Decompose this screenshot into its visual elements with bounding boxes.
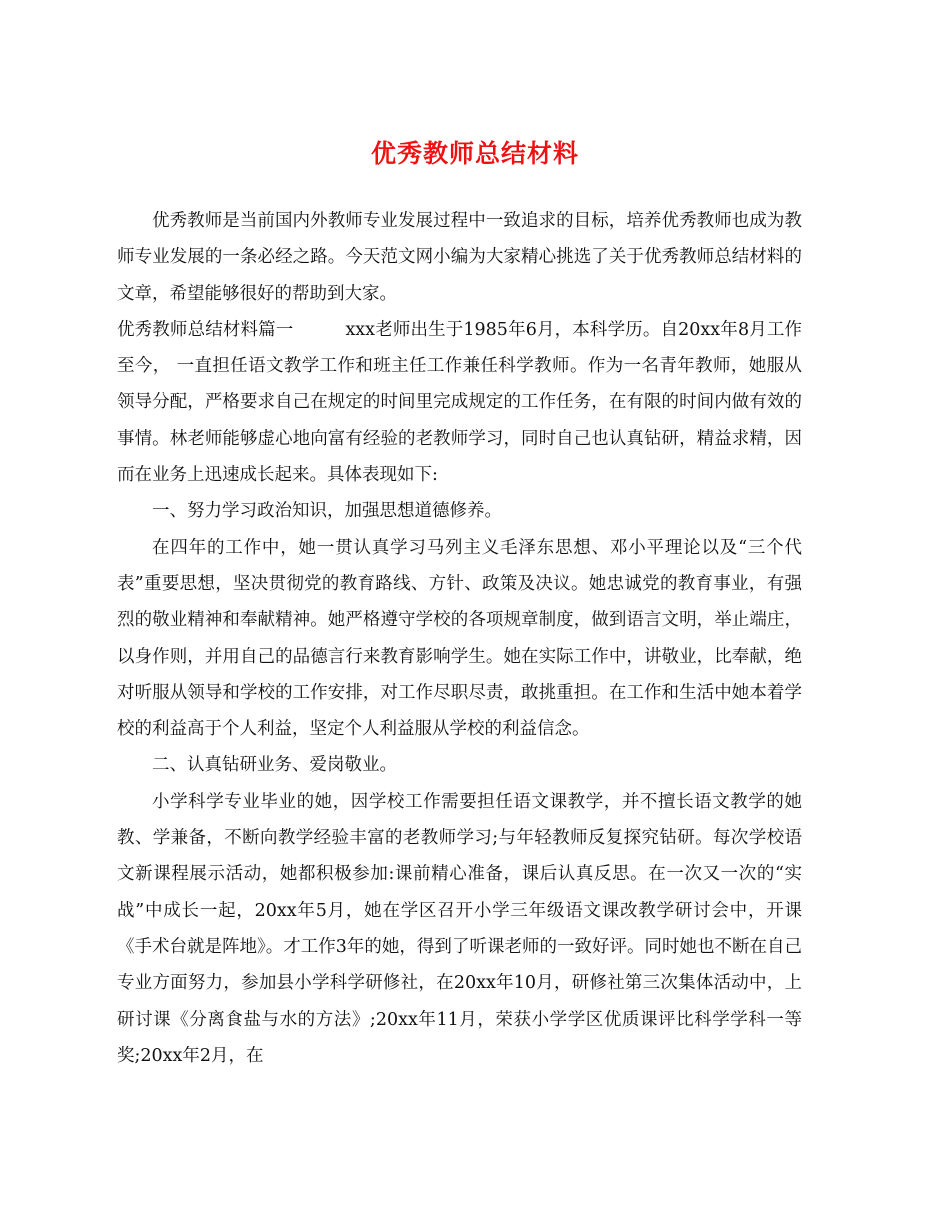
- intro-paragraph: 优秀教师是当前国内外教师专业发展过程中一致追求的目标，培养优秀教师也成为教师专业发展的一条必经之路。今天范文网小编为大家精心挑选了关于优秀教师总结材料的文章，希望能够很好的帮助到大家。: [117, 211, 802, 304]
- chapter-text: xxx老师出生于1985年6月，本科学历。自20xx年8月工作至今， 一直担任语文教学工作和班主任工作兼任科学教师。作为一名青年教师，她服从领导分配，严格要求自己在规定的时间里完成规定的工作任务，在有限的时间内做有效的事情。林老师能够虚心地向富有经验的老教师学习，同时自己也认真钻研，精益求精，因而在业务上迅速成长起来。具体表现如下:: [117, 319, 803, 486]
- chapter-label: 优秀教师总结材料篇一: [117, 319, 294, 340]
- document-body: [117, 203, 802, 1074]
- section-heading-2: 二、认真钻研业务、爱岗敬业。: [152, 755, 397, 776]
- section-heading-1: 一、努力学习政治知识，加强思想道德修养。: [152, 501, 502, 522]
- chapter-paragraph: [117, 312, 802, 493]
- document-title: 优秀教师总结材料: [370, 139, 579, 168]
- section-paragraph-1: 在四年的工作中，她一贯认真学习马列主义毛泽东思想、邓小平理论以及“三个代表”重要思想，坚决贯彻党的教育路线、方针、政策及决议。她忠诚党的教育事业，有强烈的敬业精神和奉献精神。她严格遵守学校的各项规章制度，做到语言文明，举止端庄，以身作则，并用自己的品德言行来教育影响学生。她在实际工作中，讲敬业，比奉献，绝对听服从领导和学校的工作安排，对工作尽职尽责，敢挑重担。在工作和生活中她本着学校的利益高于个人利益，坚定个人利益服从学校的利益信念。: [117, 537, 802, 740]
- section-paragraph-2: 小学科学专业毕业的她，因学校工作需要担任语文课教学，并不擅长语文教学的她教、学兼备，不断向教学经验丰富的老教师学习;与年轻教师反复探究钻研。每次学校语文新课程展示活动，她都积极参加:课前精心准备，课后认真反思。在一次又一次的“实战”中成长一起，20xx年5月，她在学区召开小学三年级语文课改教学研讨会中，开课《手术台就是阵地》。才工作3年的她，得到了听课老师的一致好评。同时她也不断在自己专业方面努力，参加县小学科学研修社，在20xx年10月，研修社第三次集体活动中，上研讨课《分离食盐与水的方法》;20xx年11月，荣获小学学区优质课评比科学学科一等奖;20xx年2月，在: [117, 791, 802, 1066]
